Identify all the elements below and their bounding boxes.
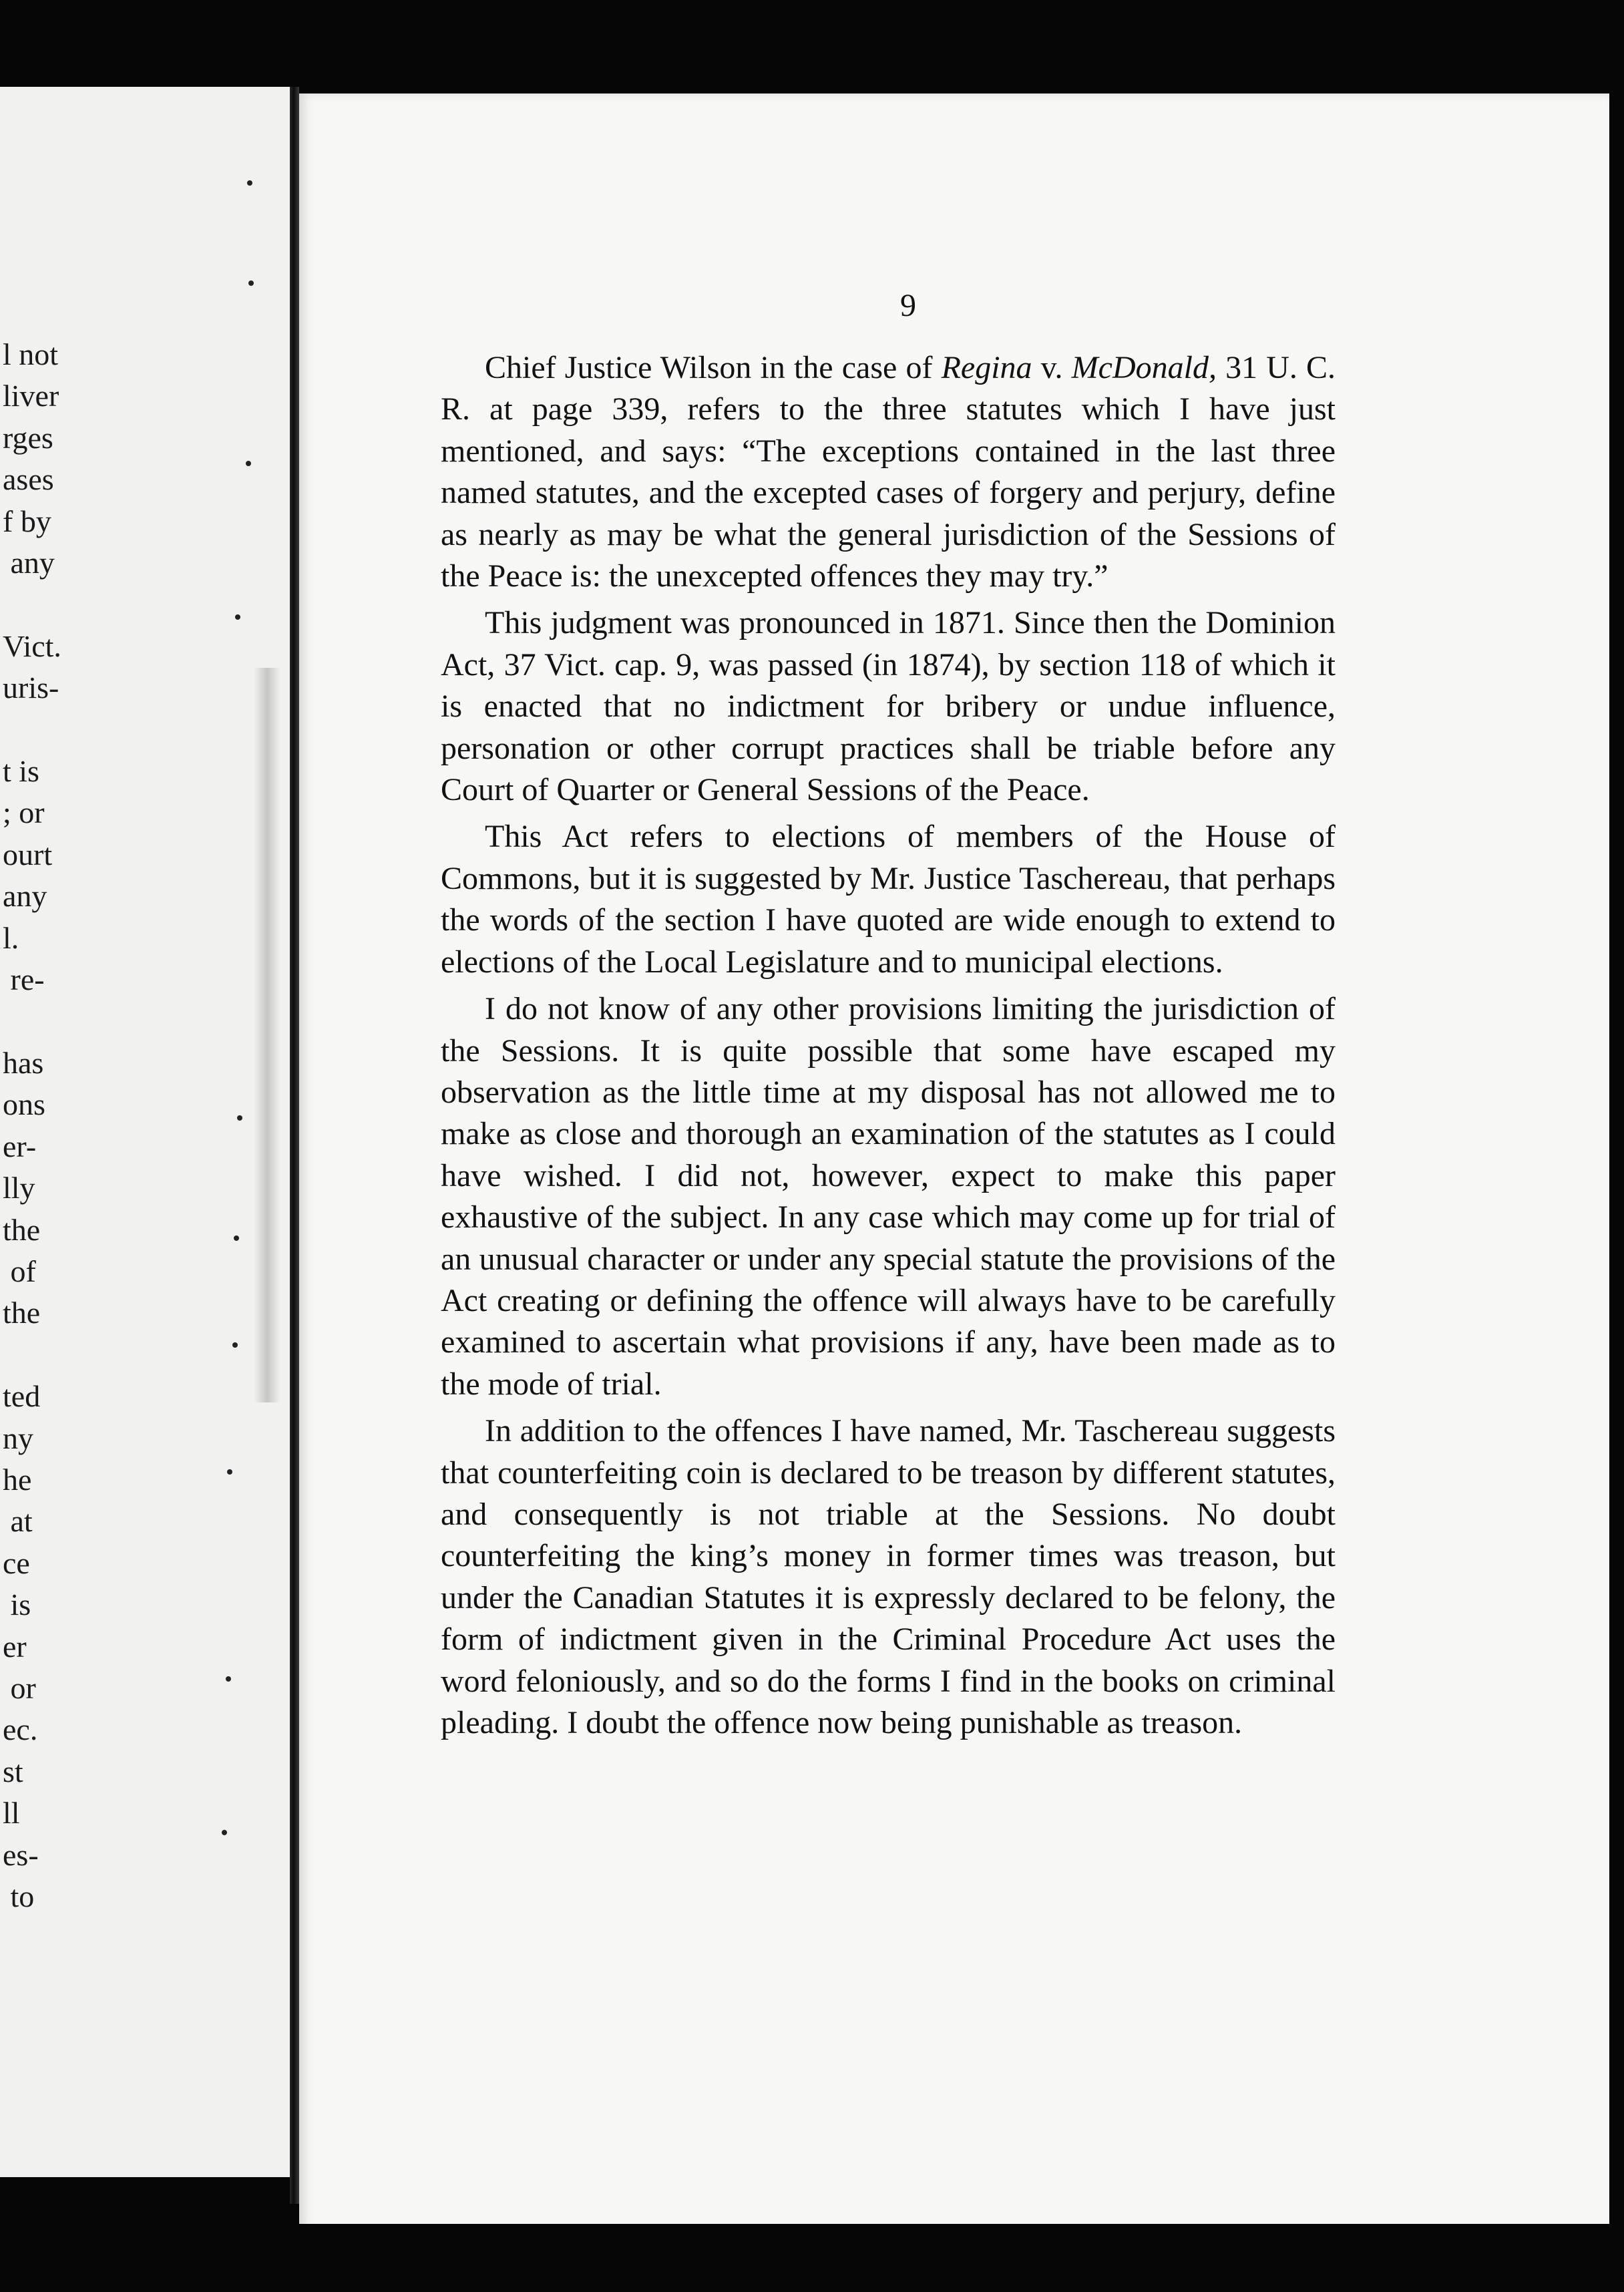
left-page-fragment [3, 1001, 69, 1042]
left-page-fragment: Vict. [3, 628, 61, 663]
case-name-regina: Regina [941, 350, 1032, 385]
left-page-fragment: ted [3, 1379, 41, 1414]
binding-gutter [290, 87, 299, 2204]
left-page-fragment: er [3, 1629, 27, 1664]
left-page-fragment [3, 709, 69, 751]
left-page-fragment: is [3, 1587, 31, 1622]
binding-hole [235, 614, 240, 620]
left-page-fragment: f by [3, 504, 51, 538]
left-page-fragment: any [3, 879, 47, 914]
binding-hole [246, 461, 251, 466]
left-page-fragment: er- [3, 1129, 37, 1163]
binding-hole [237, 1115, 242, 1121]
binding-hole [227, 1469, 232, 1475]
paragraph-1 [441, 347, 1336, 597]
left-page-fragment: es- [3, 1837, 39, 1872]
left-page-fragment: ce [3, 1545, 30, 1580]
binding-hole [226, 1676, 231, 1682]
left-page-fragment: ec. [3, 1712, 38, 1747]
paragraph-1-part-a: Chief Justice Wilson in the case of [485, 350, 942, 385]
left-page-fragment: uris- [3, 671, 59, 705]
left-page-fragment: ourt [3, 837, 53, 872]
left-page-fragment: ons [3, 1087, 45, 1122]
left-page-fragment: ; or [3, 795, 45, 830]
paragraph-3: This Act refers to elections of members of the House of Commons, but it is suggested by Mr. Justice Taschereau, that perhaps the words of the section I have quoted are wide enough to extend to elections of the Local Legislature and to municipal elections. [441, 819, 1336, 980]
binding-hole [232, 1342, 238, 1348]
left-page-fragment: to [3, 1879, 35, 1914]
left-page-fragment: ases [3, 462, 54, 497]
left-page-fragment: st [3, 1754, 23, 1788]
left-page-fragment [3, 584, 69, 625]
paragraph-2: This judgment was pronounced in 1871. Since then the Dominion Act, 37 Vict. cap. 9, was passed (in 1874), by section 118 of which it is enacted that no indictment for bribery or undue influence, personation or other corrupt practices shall be triable before any Court of Quarter or General Sessions of the Peace. [441, 605, 1336, 808]
left-page-fragment: the [3, 1212, 41, 1247]
binding-hole [234, 1235, 239, 1241]
binding-hole [222, 1830, 227, 1835]
left-page-fragment: t is [3, 754, 39, 789]
page-body [441, 347, 1336, 1749]
left-page-fragment: rges [3, 420, 53, 455]
scan-bottom-border [0, 2224, 1624, 2292]
case-name-mcdonald: McDonald, [1071, 350, 1217, 385]
left-page-fragment: he [3, 1462, 32, 1497]
paragraph-1-part-b: v. [1032, 350, 1072, 385]
left-page-fragment: lly [3, 1171, 35, 1205]
paragraph-1-part-c: 31 U. C. R. at page 339, refers to the three statutes which I have just mentioned, and says: “The exceptions contained in the last three named statutes, and the excepted cases of forgery and perjury, define as nearly as may be what the general jurisdiction of the Sessions of the Peace is: the unexcepted offences they may try.” [441, 350, 1336, 594]
left-page-fragment: has [3, 1045, 44, 1080]
left-page-fragment: l. [3, 920, 19, 955]
left-page-fragment [3, 1334, 69, 1376]
left-page-fragment: any [3, 546, 55, 580]
left-page-fragment: at [3, 1504, 33, 1539]
paragraph-5: In addition to the offences I have named, Mr. Taschereau suggests that counterfeiting coin is declared to be treason by different statutes, and consequently is not triable at the Sessions. No doubt counterfeiting the king’s money in former times was treason, but under the Canadian Statutes it is expressly declared to be felony, the form of indictment given in the Criminal Procedure Act uses the word feloniously, and so do the forms I find in the books on criminal pleading. I doubt the offence now being punishable as treason. [441, 1413, 1336, 1740]
left-page-fragment: ll [3, 1796, 20, 1831]
binding-hole [248, 280, 254, 286]
left-page-fragment: re- [3, 962, 45, 997]
left-page-fragment: liver [3, 379, 59, 413]
binding-shadow [254, 668, 280, 1402]
left-page-fragment: the [3, 1296, 41, 1330]
paragraph-4: I do not know of any other provisions limiting the jurisdiction of the Sessions. It is quite possible that some have escaped my observation as the little time at my disposal has not allowed me to make as close and thorough an examination of the statutes as I could have wished. I did not, however, expect to make this paper exhaustive of the subject. In any case which may come up for trial of an unusual character or under any special statute the provisions of the Act creating or defining the offence will always have to be carefully examined to ascertain what provisions if any, have been made as to the mode of trial. [441, 991, 1336, 1402]
left-page-text-fragments [3, 334, 69, 1917]
binding-hole [247, 180, 252, 186]
left-page-fragment: ny [3, 1420, 33, 1455]
left-page-fragment: of [3, 1254, 36, 1288]
page-number: 9 [900, 288, 916, 323]
left-page-fragment: l not [3, 337, 59, 371]
left-page-fragment: or [3, 1671, 36, 1705]
